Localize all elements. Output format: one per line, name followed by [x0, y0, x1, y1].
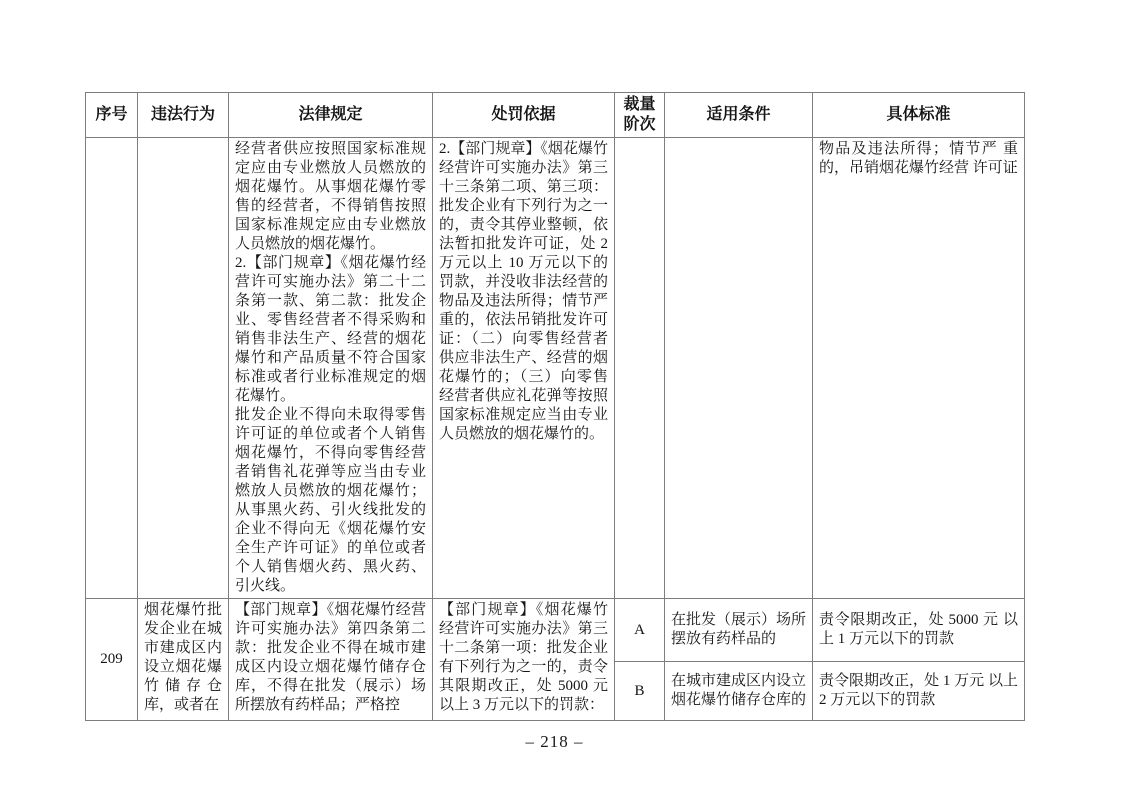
cell-condition-empty: [665, 138, 813, 599]
header-penalty-basis: 处罚依据: [433, 93, 615, 138]
cell-tier-empty: [615, 138, 665, 599]
cell-behavior: 烟花爆竹批发企业在城市建成区内设立烟花爆竹储存仓库，或者在: [138, 599, 229, 721]
cell-specific-standard-b: 责令限期改正，处 1 万元 以上 2 万元以下的罚款: [813, 662, 1025, 721]
header-applicable-condition: 适用条件: [665, 93, 813, 138]
header-specific-standard: 具体标准: [813, 93, 1025, 138]
legal-provision-paragraph: 经营者供应按照国家标准规定应由专业燃放人员燃放的烟花爆竹。从事烟花爆竹零售的经营者，不得销售按照国家标准规定应由专业燃放人员燃放的烟花爆竹。: [235, 141, 426, 252]
cell-penalty-basis: 2.【部门规章】《烟花爆竹经营许可实施办法》第三十三条第二项、第三项：批发企业有下列行为之一的，责令其停业整顿，依法暂扣批发许可证，处 2 万元以上 10 万元以下的罚款，并没收非法经营的物品及违法所得；情节严重的，依法吊销批发许可证：（二）向零售经营者供应非法生产、经营的烟花爆竹的；（三）向零售经营者供应礼花弹等按照国家标准规定应当由专业人员燃放的烟花爆竹的。: [433, 138, 615, 599]
header-seq: 序号: [86, 93, 138, 138]
cell-seq: 209: [86, 599, 138, 721]
regulation-table: [85, 92, 1025, 721]
cell-penalty-basis: 【部门规章】《烟花爆竹经营许可实施办法》第三十二条第一项：批发企业有下列行为之一的，责令其限期改正，处 5000 元以上 3 万元以下的罚款：: [433, 599, 615, 721]
header-legal-provision: 法律规定: [229, 93, 433, 138]
header-illegal-behavior: 违法行为: [138, 93, 229, 138]
table-row-continuation: [86, 138, 1025, 599]
legal-provision-paragraph: 2.【部门规章】《烟花爆竹经营许可实施办法》第二十二条第一款、第二款：批发企业、零售经营者不得采购和销售非法生产、经营的烟花爆竹和产品质量不符合国家标准或者行业标准规定的烟花爆竹。: [235, 255, 426, 404]
legal-provision-paragraph: 批发企业不得向未取得零售许可证的单位或者个人销售烟花爆竹，不得向零售经营者销售礼花弹等应当由专业燃放人员燃放的烟花爆竹；从事黑火药、引火线批发的企业不得向无《烟花爆竹安全生产许可证》的单位或者个人销售烟火药、黑火药、引火线。: [235, 407, 426, 594]
cell-behavior-empty: [138, 138, 229, 599]
cell-condition-b: 在城市建成区内设立烟花爆竹储存仓库的: [665, 662, 813, 721]
table-header-row: [86, 93, 1025, 138]
cell-tier-b: B: [615, 662, 665, 721]
cell-legal-provision: [229, 138, 433, 599]
cell-legal-provision: 【部门规章】《烟花爆竹经营许可实施办法》第四条第二款：批发企业不得在城市建成区内设立烟花爆竹储存仓库，不得在批发（展示）场所摆放有药样品；严格控: [229, 599, 433, 721]
cell-seq-empty: [86, 138, 138, 599]
page-number: – 218 –: [525, 732, 584, 751]
cell-condition-a: 在批发（展示）场所摆放有药样品的: [665, 599, 813, 662]
header-discretion-tier: 裁量阶次: [615, 93, 665, 138]
cell-specific-standard: 物品及违法所得；情节严 重的，吊销烟花爆竹经营 许可证: [813, 138, 1025, 599]
cell-specific-standard-a: 责令限期改正，处 5000 元 以上 1 万元以下的罚款: [813, 599, 1025, 662]
table-row-209-a: [86, 599, 1025, 662]
cell-tier-a: A: [615, 599, 665, 662]
